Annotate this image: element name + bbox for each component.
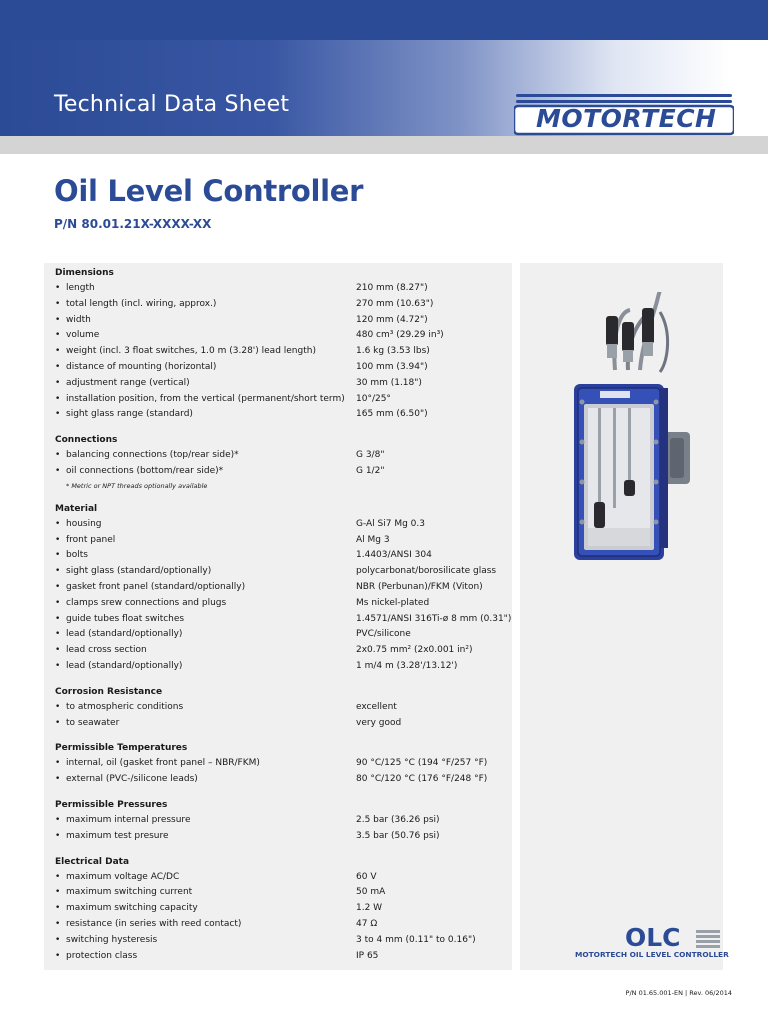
spec-row [55, 700, 510, 716]
spec-row [55, 870, 510, 886]
spec-row [55, 885, 510, 901]
part-number: P/N 80.01.21X-XXXX-XX [54, 217, 212, 231]
spec-row [55, 360, 510, 376]
bullet-icon: • [55, 409, 61, 420]
spec-value: 1.4403/ANSI 304 [356, 550, 432, 561]
oil-level-controller-photo [560, 292, 700, 562]
spec-value: 1.4571/ANSI 316Ti-ø 8 mm (0.31") [356, 613, 512, 624]
bullet-icon: • [55, 871, 61, 882]
spec-label: maximum test presure [66, 830, 169, 841]
spec-value: 480 cm³ (29.29 in³) [356, 330, 444, 341]
bullet-icon: • [55, 346, 61, 357]
spec-value: 165 mm (6.50") [356, 409, 428, 420]
bullet-icon: • [55, 645, 61, 656]
spec-row [55, 643, 510, 659]
bullet-icon: • [55, 518, 61, 529]
spec-value: 10°/25° [356, 393, 391, 404]
olc-logo [573, 923, 729, 962]
spec-row [55, 627, 510, 643]
bullet-icon: • [55, 566, 61, 577]
spec-row [55, 517, 510, 533]
spec-section [55, 854, 510, 965]
spec-value: G 3/8" [356, 450, 385, 461]
bullet-icon: • [55, 330, 61, 341]
spec-row [55, 901, 510, 917]
spec-label: installation position, from the vertical (permanent/short term) [66, 393, 345, 404]
bullet-icon: • [55, 613, 61, 624]
bullet-icon: • [55, 758, 61, 769]
spec-label: balancing connections (top/rear side)* [66, 450, 239, 461]
olc-lines-icon [696, 930, 720, 948]
spec-value: 100 mm (3.94") [356, 361, 428, 372]
spec-row [55, 464, 510, 480]
spec-label: internal, oil (gasket front panel – NBR/FKM) [66, 758, 260, 769]
footer-doc-number: P/N 01.65.001-EN | Rev. 06/2014 [625, 989, 732, 997]
bullet-icon: • [55, 581, 61, 592]
bullet-icon: • [55, 298, 61, 309]
spec-label: sight glass range (standard) [66, 409, 193, 420]
spec-row [55, 933, 510, 949]
spec-row [55, 548, 510, 564]
spec-row [55, 392, 510, 408]
spec-value: 1 m/4 m (3.28'/13.12') [356, 660, 458, 671]
spec-value: Ms nickel-plated [356, 597, 430, 608]
bullet-icon: • [55, 887, 61, 898]
spec-label: volume [66, 330, 100, 341]
bullet-icon: • [55, 660, 61, 671]
spec-label: front panel [66, 534, 116, 545]
spec-value: G-Al Si7 Mg 0.3 [356, 518, 425, 529]
spec-label: housing [66, 518, 102, 529]
spec-row [55, 533, 510, 549]
spec-label: lead cross section [66, 645, 147, 656]
spec-label: maximum voltage AC/DC [66, 871, 180, 882]
spec-row [55, 949, 510, 965]
spec-label: oil connections (bottom/rear side)* [66, 465, 224, 476]
header-title: Technical Data Sheet [54, 92, 290, 117]
spec-section [55, 265, 510, 423]
spec-value: 2.5 bar (36.26 psi) [356, 814, 440, 825]
spec-label: total length (incl. wiring, approx.) [66, 298, 217, 309]
spec-label: external (PVC-/silicone leads) [66, 774, 198, 785]
bullet-icon: • [55, 950, 61, 961]
section-title: Electrical Data [55, 856, 130, 867]
spec-value: NBR (Perbunan)/FKM (Viton) [356, 581, 483, 592]
bullet-icon: • [55, 283, 61, 293]
spec-label: to seawater [66, 717, 120, 728]
spec-label: weight (incl. 3 float switches, 1.0 m (3.28') lead length) [66, 346, 316, 357]
olc-subtitle: MOTORTECH OIL LEVEL CONTROLLER [575, 950, 729, 959]
spec-row [55, 917, 510, 933]
bullet-icon: • [55, 377, 61, 388]
spec-value: 1.6 kg (3.53 lbs) [356, 346, 430, 357]
spec-label: sight glass (standard/optionally) [66, 566, 212, 577]
bullet-icon: • [55, 701, 61, 712]
section-note: * Metric or NPT threads optionally available [66, 481, 208, 490]
spec-value: 210 mm (8.27") [356, 283, 428, 293]
spec-row [55, 313, 510, 329]
spec-label: distance of mounting (horizontal) [66, 361, 217, 372]
spec-list [55, 265, 510, 973]
section-title: Permissible Pressures [55, 799, 168, 810]
spec-value: 3.5 bar (50.76 psi) [356, 830, 440, 841]
spec-label: length [66, 283, 95, 293]
spec-label: lead (standard/optionally) [66, 660, 183, 671]
top-band [0, 0, 768, 40]
spec-label: switching hysteresis [66, 934, 158, 945]
bullet-icon: • [55, 717, 61, 728]
spec-value: Al Mg 3 [356, 534, 390, 545]
spec-section [55, 684, 510, 732]
bullet-icon: • [55, 361, 61, 372]
spec-row [55, 580, 510, 596]
spec-label: lead (standard/optionally) [66, 629, 183, 640]
spec-value: 60 V [356, 871, 377, 882]
bullet-icon: • [55, 903, 61, 914]
spec-value: 30 mm (1.18") [356, 377, 422, 388]
bullet-icon: • [55, 314, 61, 325]
document-title: Oil Level Controller [54, 174, 364, 208]
spec-section [55, 740, 510, 788]
bullet-icon: • [55, 393, 61, 404]
spec-label: guide tubes float switches [66, 613, 185, 624]
spec-row [55, 829, 510, 845]
bullet-icon: • [55, 465, 61, 476]
olc-letters: OLC [625, 923, 681, 952]
spec-label: maximum switching capacity [66, 903, 198, 914]
bullet-icon: • [55, 774, 61, 785]
spec-value: 2x0.75 mm² (2x0.001 in²) [356, 645, 473, 656]
bullet-icon: • [55, 814, 61, 825]
spec-label: clamps srew connections and plugs [66, 597, 227, 608]
section-title: Connections [55, 435, 118, 446]
spec-row [55, 407, 510, 423]
spec-row [55, 297, 510, 313]
spec-label: width [66, 314, 91, 325]
spec-label: to atmospheric conditions [66, 701, 184, 712]
spec-label: maximum switching current [66, 887, 193, 898]
spec-row [55, 716, 510, 732]
bullet-icon: • [55, 534, 61, 545]
bullet-icon: • [55, 830, 61, 841]
bullet-icon: • [55, 450, 61, 461]
bullet-icon: • [55, 597, 61, 608]
spec-row [55, 376, 510, 392]
spec-label: gasket front panel (standard/optionally) [66, 581, 246, 592]
spec-section [55, 797, 510, 845]
bullet-icon: • [55, 629, 61, 640]
bullet-icon: • [55, 550, 61, 561]
spec-row [55, 281, 510, 297]
spec-value: IP 65 [356, 950, 379, 961]
section-title: Dimensions [55, 268, 114, 278]
spec-row [55, 328, 510, 344]
spec-row [55, 612, 510, 628]
spec-value: 1.2 W [356, 903, 383, 914]
spec-row [55, 813, 510, 829]
spec-section [55, 501, 510, 675]
spec-value: 80 °C/120 °C (176 °F/248 °F) [356, 774, 488, 785]
spec-label: protection class [66, 950, 138, 961]
spec-value: G 1/2" [356, 465, 385, 476]
spec-value: 270 mm (10.63") [356, 298, 434, 309]
brand-name: MOTORTECH [536, 104, 717, 133]
spec-row [55, 564, 510, 580]
spec-value: very good [356, 717, 402, 728]
spec-label: bolts [66, 550, 88, 561]
spec-value: 90 °C/125 °C (194 °F/257 °F) [356, 758, 488, 769]
spec-row [55, 659, 510, 675]
spec-label: adjustment range (vertical) [66, 377, 190, 388]
spec-section [55, 432, 510, 492]
spec-row [55, 596, 510, 612]
spec-value: PVC/silicone [356, 629, 411, 640]
bullet-icon: • [55, 918, 61, 929]
spec-value: 3 to 4 mm (0.11" to 0.16") [356, 934, 476, 945]
spec-row [55, 756, 510, 772]
spec-label: resistance (in series with reed contact) [66, 918, 242, 929]
section-title: Material [55, 503, 98, 514]
bullet-icon: • [55, 934, 61, 945]
section-title: Permissible Temperatures [55, 743, 188, 754]
grey-band [0, 136, 768, 154]
header-banner [0, 40, 768, 136]
spec-value: 47 Ω [356, 918, 378, 929]
spec-value: 120 mm (4.72") [356, 314, 428, 325]
spec-label: maximum internal pressure [66, 814, 191, 825]
spec-row [55, 772, 510, 788]
spec-row [55, 448, 510, 464]
spec-value: 50 mA [356, 887, 386, 898]
section-title: Corrosion Resistance [55, 686, 163, 697]
spec-value: excellent [356, 701, 397, 712]
spec-value: polycarbonat/borosilicate glass [356, 566, 497, 577]
spec-row [55, 344, 510, 360]
